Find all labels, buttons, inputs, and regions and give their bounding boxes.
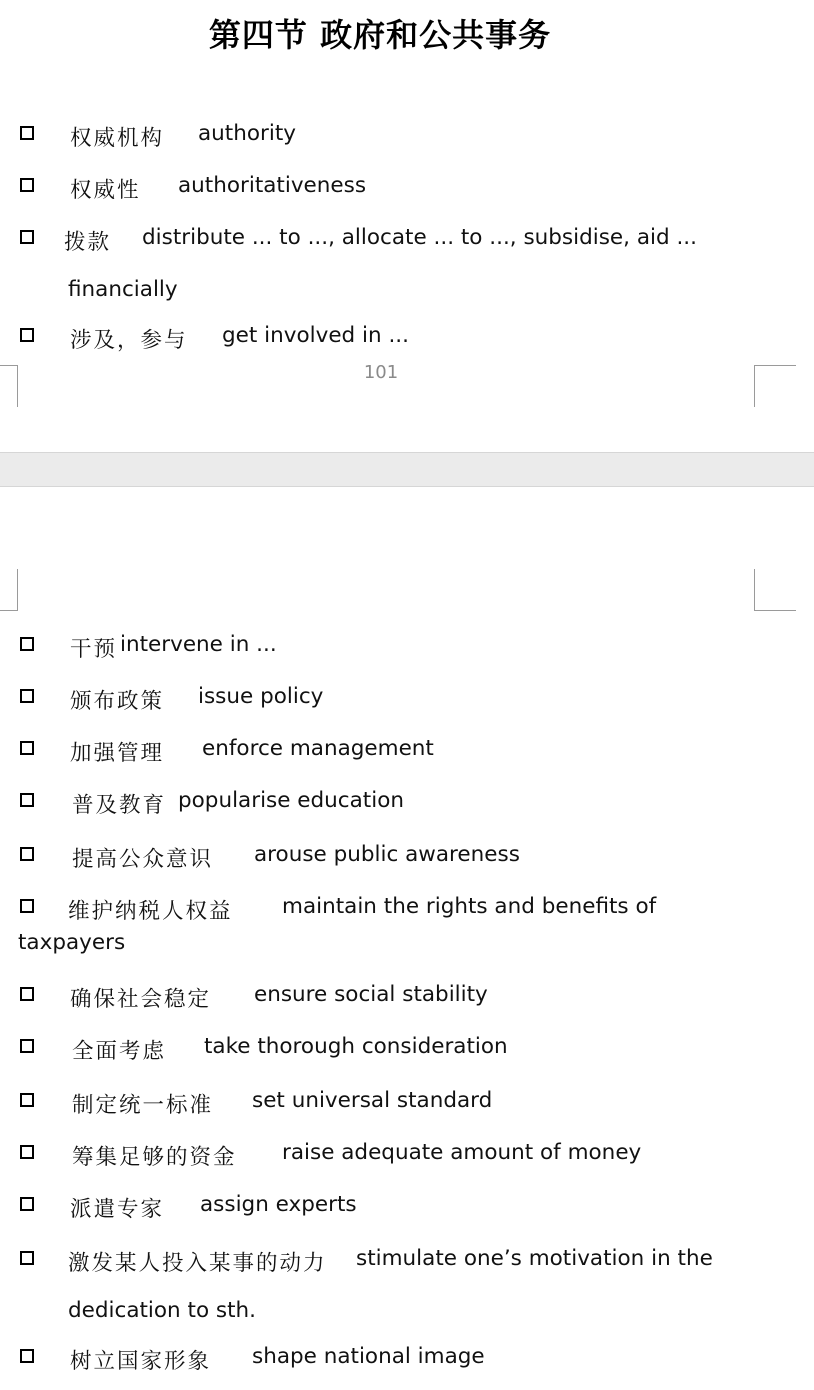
entry-english: issue policy xyxy=(198,684,324,709)
entry-chinese: 维护纳税人权益 xyxy=(68,899,233,924)
entry-chinese: 权威性 xyxy=(70,178,141,203)
entry-english-continued: financially xyxy=(68,277,178,302)
document-page-102 xyxy=(0,487,814,1390)
checkbox-icon xyxy=(20,1197,34,1211)
entry-english: distribute ... to ..., allocate ... to ..., subsidise, aid ... xyxy=(142,225,697,250)
entry-english: take thorough consideration xyxy=(204,1034,508,1059)
entry-chinese: 筹集足够的资金 xyxy=(72,1145,237,1170)
page-separator xyxy=(0,452,814,487)
entry-english: authority xyxy=(198,121,296,146)
checkbox-icon xyxy=(20,689,34,703)
section-title: 第四节 政府和公共事务 xyxy=(208,16,552,54)
entry-english: set universal standard xyxy=(252,1088,493,1113)
entry-chinese: 全面考虑 xyxy=(72,1039,167,1064)
checkbox-icon xyxy=(20,230,34,244)
checkbox-icon xyxy=(20,126,34,140)
entry-english: arouse public awareness xyxy=(254,842,520,867)
entry-english: raise adequate amount of money xyxy=(282,1140,642,1165)
entry-english-continued: taxpayers xyxy=(18,930,126,955)
entry-chinese: 涉及，参与 xyxy=(70,328,188,353)
checkbox-icon xyxy=(20,1145,34,1159)
entry-chinese: 派遣专家 xyxy=(70,1197,165,1222)
entry-chinese: 提高公众意识 xyxy=(72,847,214,872)
entry-english: assign experts xyxy=(200,1192,357,1217)
entry-chinese: 干预 xyxy=(70,637,118,662)
entry-english: authoritativeness xyxy=(178,173,367,198)
checkbox-icon xyxy=(20,637,34,651)
checkbox-icon xyxy=(20,328,34,342)
entry-english: shape national image xyxy=(252,1344,485,1369)
entry-chinese: 激发某人投入某事的动力 xyxy=(68,1251,327,1276)
checkbox-icon xyxy=(20,987,34,1001)
entry-chinese: 确保社会稳定 xyxy=(70,987,212,1012)
entry-english: popularise education xyxy=(178,788,404,813)
checkbox-icon xyxy=(20,899,34,913)
entry-english: ensure social stability xyxy=(254,982,488,1007)
page-number: 101 xyxy=(363,362,399,383)
checkbox-icon xyxy=(20,178,34,192)
entry-chinese: 制定统一标准 xyxy=(72,1093,214,1118)
checkbox-icon xyxy=(20,1251,34,1265)
checkbox-icon xyxy=(20,1093,34,1107)
entry-chinese: 树立国家形象 xyxy=(70,1349,212,1374)
entry-english: stimulate one’s motivation in the xyxy=(356,1246,713,1271)
entry-chinese: 权威机构 xyxy=(70,126,165,151)
checkbox-icon xyxy=(20,793,34,807)
entry-english: intervene in ... xyxy=(120,632,277,657)
checkbox-icon xyxy=(20,1039,34,1053)
entry-chinese: 加强管理 xyxy=(70,741,165,766)
margin-corner-mark xyxy=(754,569,796,611)
entry-english-continued: dedication to sth. xyxy=(68,1298,257,1323)
entry-english: maintain the rights and benefits of xyxy=(282,894,657,919)
entry-english: get involved in ... xyxy=(222,323,409,348)
checkbox-icon xyxy=(20,1349,34,1363)
margin-corner-mark xyxy=(0,569,18,611)
entry-chinese: 拨款 xyxy=(64,230,112,255)
entry-english: enforce management xyxy=(202,736,434,761)
entry-chinese: 普及教育 xyxy=(72,793,167,818)
document-page-101 xyxy=(0,0,814,452)
entry-chinese: 颁布政策 xyxy=(70,689,165,714)
checkbox-icon xyxy=(20,847,34,861)
checkbox-icon xyxy=(20,741,34,755)
